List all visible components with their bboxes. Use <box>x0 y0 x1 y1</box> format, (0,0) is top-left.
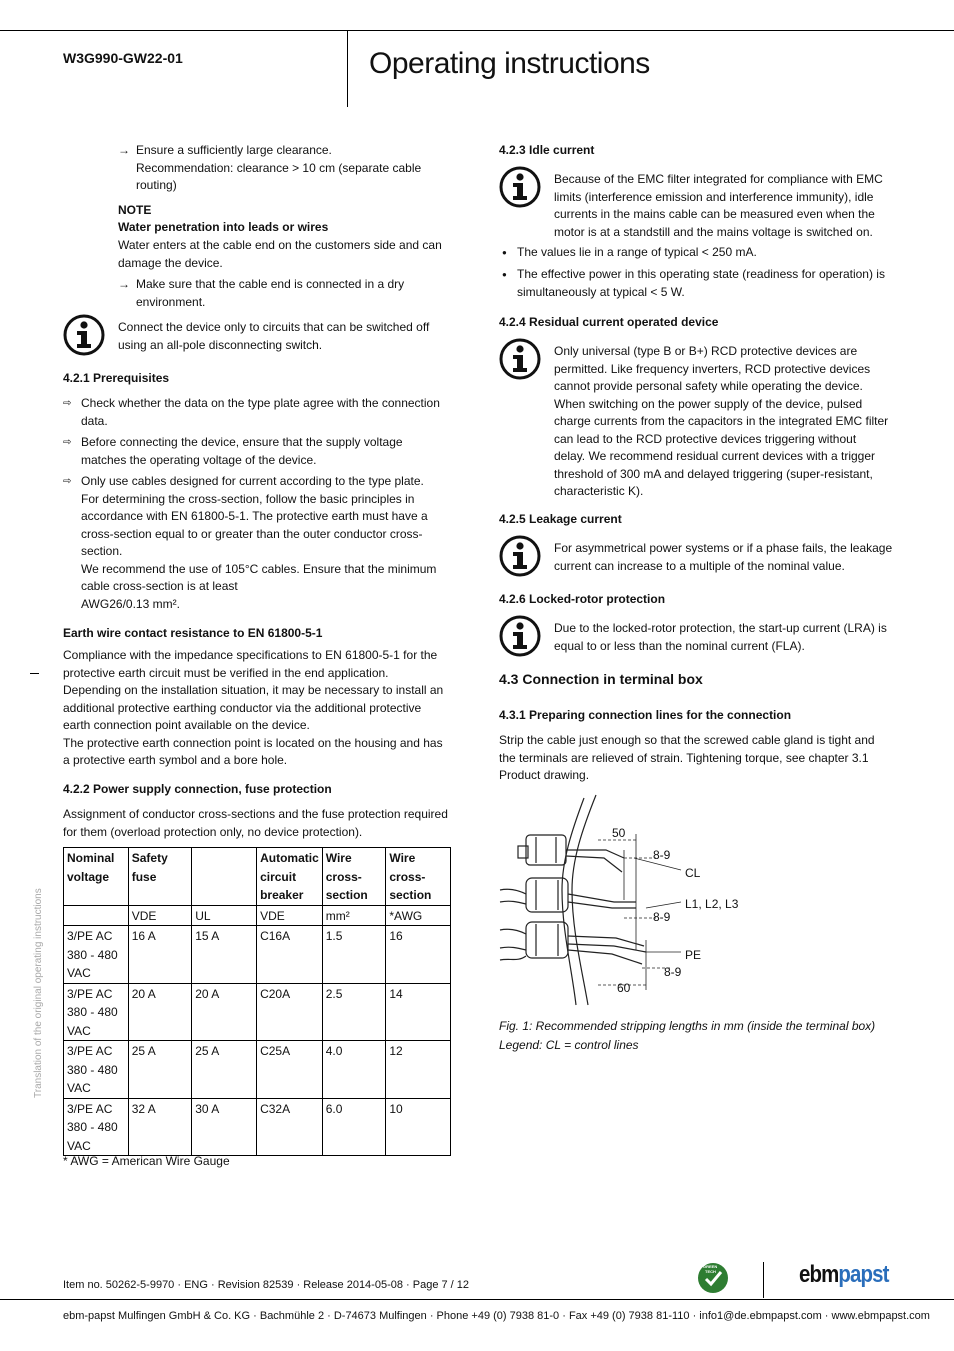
dim-8-9-label: 8-9 <box>653 848 671 862</box>
arrow-marker: → <box>118 143 130 157</box>
table-row <box>64 1041 451 1099</box>
idle-bullet-1 <box>499 244 887 262</box>
pe-label: PE <box>685 948 702 962</box>
figure-legend: Legend: CL = control lines <box>499 1038 639 1052</box>
info-icon <box>499 338 541 380</box>
hint-arrow-icon: ⇨ <box>63 476 72 487</box>
table-cell: 4.0 <box>322 1041 386 1099</box>
table-cell: 3/PE AC 380 - 480 VAC <box>64 1041 129 1099</box>
clearance-line1: Ensure a sufficiently large clearance. <box>136 143 332 157</box>
page-title: Operating instructions <box>369 47 650 80</box>
note-action-text: Make sure that the cable end is connected in a dry environment. <box>136 277 405 309</box>
bullet-text: The effective power in this operating state (readiness for operation) is simultaneously at typical < 5 W. <box>517 267 885 299</box>
terminal-heading: 4.3 Connection in terminal box <box>499 671 703 687</box>
dim-50-label: 50 <box>612 826 626 840</box>
locked-info-text: Due to the locked-rotor protection, the start-up current (LRA) is equal to or less than the nominal current (FLA). <box>554 621 887 653</box>
prerequisite-text: Only use cables designed for current according to the type plate. <box>81 474 424 488</box>
table-header-row <box>64 848 451 906</box>
table-unit-row <box>64 905 451 926</box>
table-cell: C32A <box>257 1098 323 1156</box>
prerequisite-cont: AWG26/0.13 mm². <box>81 596 180 611</box>
earth-paragraph: Compliance with the impedance specifications to EN 61800-5-1 for the protective earth circuit must be verified in the end application. <box>63 648 438 680</box>
dim-8-9-label: 8-9 <box>664 965 682 979</box>
idle-heading: 4.2.3 Idle current <box>499 143 595 157</box>
note-label: NOTE <box>118 203 152 217</box>
footer-logo-divider <box>763 1262 764 1298</box>
item-number: Item no. 50262-5-9970 · ENG · Revision 82539 · Release 2014-05-08 · Page 7 / 12 <box>63 1279 470 1291</box>
locked-heading: 4.2.6 Locked-rotor protection <box>499 592 666 606</box>
power-text: Assignment of conductor cross-sections and the fuse protection required for them (overload protection only, no device protection). <box>63 807 448 839</box>
note-action <box>118 276 438 311</box>
table-cell: 20 A <box>128 983 191 1041</box>
hint-arrow-icon: ⇨ <box>63 398 72 409</box>
table-cell: 16 <box>386 926 451 984</box>
prerequisite-item-1 <box>63 395 450 430</box>
bullet-dot-icon: ● <box>502 248 507 257</box>
table-cell: 10 <box>386 1098 451 1156</box>
model-number: W3G990-GW22-01 <box>63 50 183 66</box>
table-cell: UL <box>192 905 257 926</box>
clearance-line2: Recommendation: clearance > 10 cm (separate cable routing) <box>136 160 422 192</box>
table-cell: 2.5 <box>322 983 386 1041</box>
terminal-text: Strip the cable just enough so that the screwed cable gland is tight and the terminals are relieved of strain. Tightening torque, see chapter 3.1 Product drawing. <box>499 733 875 782</box>
table-header-cell: Wire cross-section <box>322 848 386 906</box>
leakage-info-text: For asymmetrical power systems or if a phase fails, the leakage current can increase to a multiple of the nominal value. <box>554 541 893 573</box>
earth-heading: Earth wire contact resistance to EN 61800-5-1 <box>63 626 323 640</box>
table-row <box>64 1098 451 1156</box>
prerequisite-cont: For determining the cross-section, follow the basic principles in accordance with EN 61800-5-1. The protective earth must have a cross-section equal to or greater than the outer conductor cross-section. <box>81 491 428 558</box>
power-heading: 4.2.2 Power supply connection, fuse protection <box>63 782 332 796</box>
bullet-dot-icon: ● <box>502 270 507 279</box>
clearance-item <box>118 142 448 195</box>
table-cell: 32 A <box>128 1098 191 1156</box>
earth-text <box>63 647 451 770</box>
table-cell: *AWG <box>386 905 451 926</box>
figure-caption: Fig. 1: Recommended stripping lengths in mm (inside the terminal box) <box>499 1019 876 1033</box>
idle-bullet-2 <box>499 266 887 301</box>
table-cell: 30 A <box>192 1098 257 1156</box>
logo-ebm: ebm <box>799 1261 839 1288</box>
table-row <box>64 926 451 984</box>
l-phase-label: L1, L2, L3 <box>685 897 739 911</box>
table-cell: mm² <box>322 905 386 926</box>
prerequisite-text: Before connecting the device, ensure that the supply voltage matches the operating voltage of the device. <box>81 435 403 467</box>
prerequisite-cont: We recommend the use of 105°C cables. Ensure that the minimum cable cross-section is at least <box>81 561 437 593</box>
table-cell: C16A <box>257 926 323 984</box>
table-cell: VDE <box>128 905 191 926</box>
table-cell: 14 <box>386 983 451 1041</box>
note-text: Water enters at the cable end on the customers side and can damage the device. <box>118 238 442 270</box>
table-cell: 25 A <box>128 1041 191 1099</box>
hint-arrow-icon: ⇨ <box>63 437 72 448</box>
logo-papst: papst <box>838 1261 889 1288</box>
table-header-cell: Wire cross-section <box>386 848 451 906</box>
table-cell: 20 A <box>192 983 257 1041</box>
table-cell: 3/PE AC 380 - 480 VAC <box>64 983 129 1041</box>
prerequisite-text: Check whether the data on the type plate agree with the connection data. <box>81 396 440 428</box>
info-icon <box>499 535 541 577</box>
arrow-marker: → <box>118 277 130 291</box>
table-cell <box>64 905 129 926</box>
rcd-heading: 4.2.4 Residual current operated device <box>499 315 719 329</box>
info-icon <box>499 166 541 208</box>
info-switch-text: Connect the device only to circuits that can be switched off using an all-pole disconnecting switch. <box>118 320 430 352</box>
sidebar-translation-note: Translation of the original operating instructions <box>33 888 44 1098</box>
note-heading: Water penetration into leads or wires <box>118 220 329 234</box>
table-cell: 3/PE AC 380 - 480 VAC <box>64 1098 129 1156</box>
table-header-cell: Safety fuse <box>128 848 191 906</box>
table-cell: VDE <box>257 905 323 926</box>
fuse-table <box>63 847 451 1156</box>
dim-8-9-label: 8-9 <box>653 910 671 924</box>
earth-paragraph: Depending on the installation situation, it may be necessary to install an additional protective earthing conductor via the additional protective earth connection point available on the device. <box>63 683 444 732</box>
table-cell: 12 <box>386 1041 451 1099</box>
table-header-cell: Nominal voltage <box>64 848 129 906</box>
prerequisite-item-2 <box>63 434 450 469</box>
prerequisite-item-3 <box>63 473 443 613</box>
table-header-cell <box>192 848 257 906</box>
header-top-rule <box>0 30 954 31</box>
table-cell: 6.0 <box>322 1098 386 1156</box>
table-header-cell: Automatic circuit breaker <box>257 848 323 906</box>
table-cell: 1.5 <box>322 926 386 984</box>
cl-label: CL <box>685 866 701 880</box>
info-icon <box>499 615 541 657</box>
table-cell: 16 A <box>128 926 191 984</box>
table-row <box>64 983 451 1041</box>
header-divider <box>347 30 348 107</box>
footer-rule <box>0 1299 954 1300</box>
green-badge-text-top: GREEN <box>703 1264 718 1269</box>
leakage-heading: 4.2.5 Leakage current <box>499 512 622 526</box>
table-cell: 25 A <box>192 1041 257 1099</box>
margin-mark <box>30 673 39 674</box>
table-cell: C25A <box>257 1041 323 1099</box>
table-cell: C20A <box>257 983 323 1041</box>
green-badge-text-bottom: TECH <box>705 1269 716 1274</box>
prerequisites-heading: 4.2.1 Prerequisites <box>63 371 170 385</box>
table-cell: 15 A <box>192 926 257 984</box>
earth-paragraph: The protective earth connection point is located on the housing and has a protective earth symbol and a bore hole. <box>63 735 443 767</box>
terminal-subheading: 4.3.1 Preparing connection lines for the connection <box>499 708 792 722</box>
company-address: ebm-papst Mulfingen GmbH & Co. KG · Bachmühle 2 · D-74673 Mulfingen · Phone +49 (0) 7938 81-0 · Fax +49 (0) 7938 81-110 · info1@de.ebmpapst.com · www.ebmpapst.com <box>63 1310 930 1322</box>
idle-info-text: Because of the EMC filter integrated for compliance with EMC limits (interference emission and interference immunity), idle currents in the mains cable can be measured even when the motor is at a standstill and the mains voltage is switched on. <box>554 172 883 239</box>
awg-footnote: * AWG = American Wire Gauge <box>63 1154 230 1168</box>
rcd-info-text: Only universal (type B or B+) RCD protective devices are permitted. Like frequency inverters, RCD protective devices cannot provide personal safety while operating the device. When switching on the power supply of the device, pulsed charge currents from the capacitors in the integrated EMC filter can lead to the RCD protective devices triggering without delay. We recommend residual current devices with a trigger threshold of 300 mA and delayed triggering (super-resistant, characteristic K). <box>554 344 889 498</box>
dim-60-label: 60 <box>617 981 631 995</box>
table-cell: 3/PE AC 380 - 480 VAC <box>64 926 129 984</box>
info-icon <box>63 314 105 356</box>
bullet-text: The values lie in a range of typical < 250 mA. <box>517 245 757 259</box>
ebmpapst-logo <box>799 1260 889 1290</box>
